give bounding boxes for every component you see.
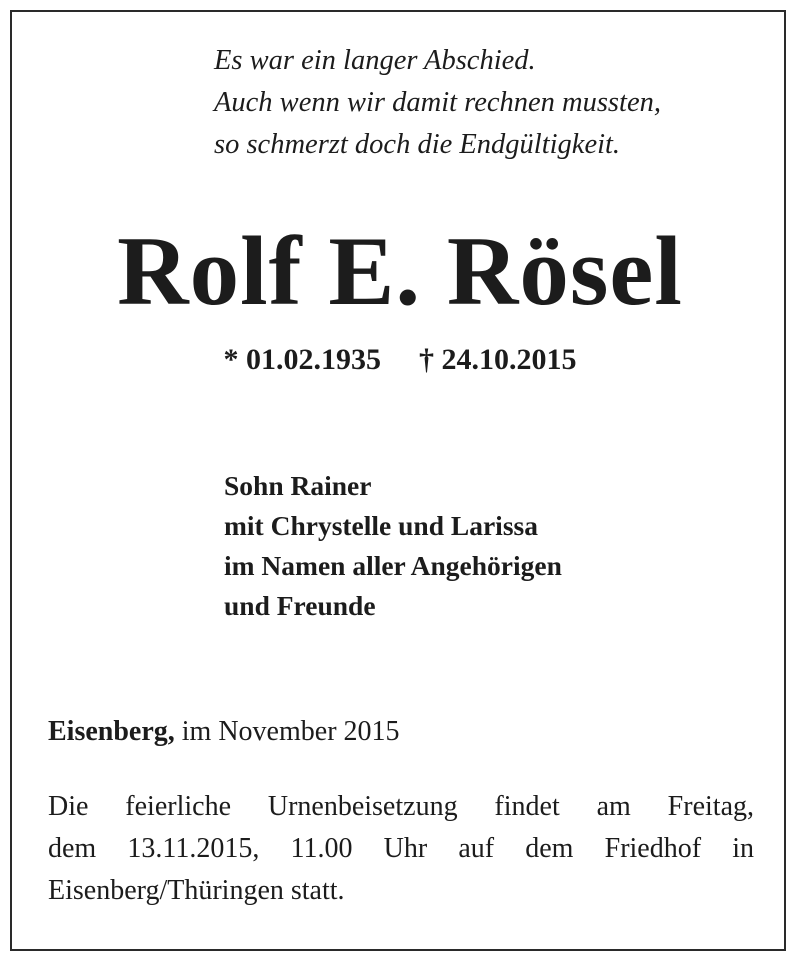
notice-line: dem 13.11.2015, 11.00 Uhr auf dem Friedhof in: [48, 833, 754, 864]
notice-line: Die feierliche Urnenbeisetzung findet am Freitag,: [48, 791, 754, 822]
birth-date: * 01.02.1935: [223, 343, 381, 376]
death-date: † 24.10.2015: [419, 343, 577, 376]
life-dates: [0, 340, 800, 380]
poem-line: Auch wenn wir damit rechnen mussten,: [214, 87, 661, 118]
mourner-line: Sohn Rainer: [224, 470, 372, 501]
deceased-name: Rolf E. Rösel: [117, 217, 683, 326]
poem: [214, 40, 774, 166]
mourner-line: im Namen aller Angehörigen: [224, 550, 562, 581]
mourner-line: mit Chrystelle und Larissa: [224, 510, 538, 541]
notice-date: im November 2015: [181, 716, 400, 747]
funeral-notice: [48, 786, 754, 912]
place-and-date: [48, 712, 748, 752]
place-name: Eisenberg,: [48, 716, 175, 747]
mourners: [224, 466, 764, 626]
notice-line: Eisenberg/Thüringen statt.: [48, 875, 345, 906]
mourner-line: und Freunde: [224, 590, 376, 621]
poem-line: so schmerzt doch die Endgültigkeit.: [214, 129, 621, 160]
poem-line: Es war ein langer Abschied.: [214, 45, 536, 76]
